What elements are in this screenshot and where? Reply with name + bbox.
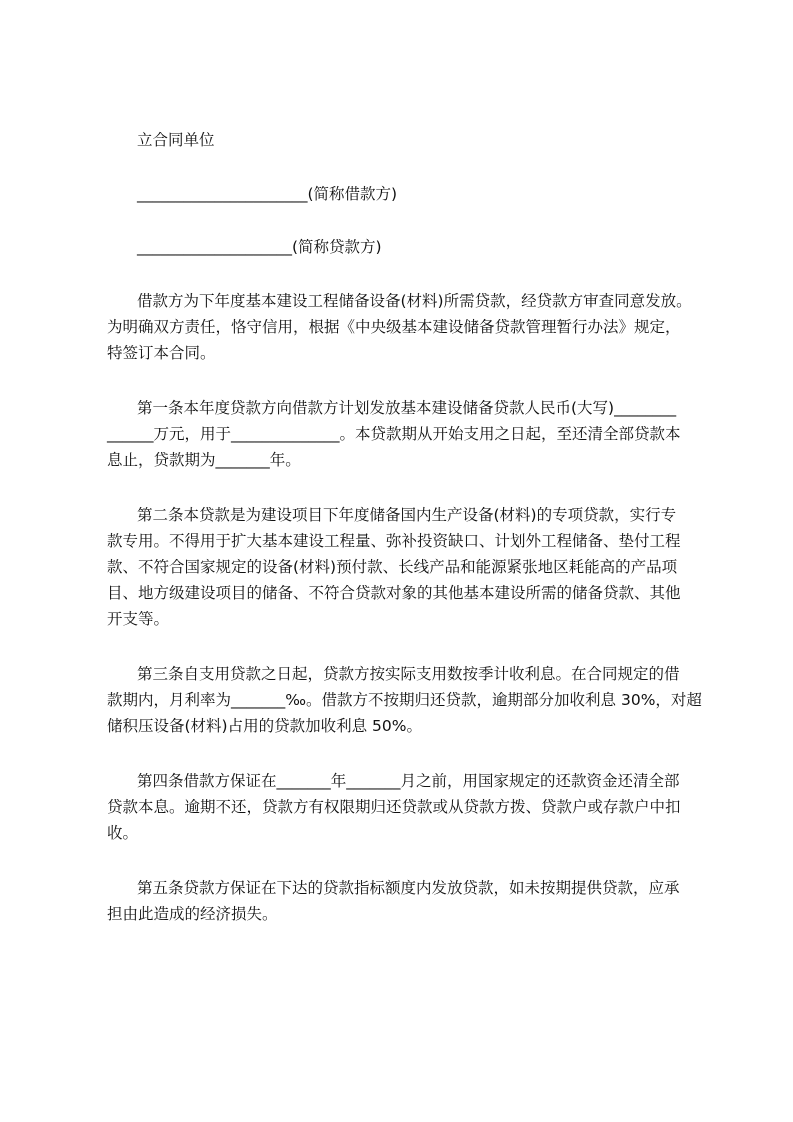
article-5-line-2: 担由此造成的经济损失。 [107,905,278,923]
article-1-line-2: ______万元，用于______________。本贷款期从开始支用之日起，至还清全部贷款本 [107,425,681,443]
article-3-line-1: 第三条自支用贷款之日起，贷款方按实际支用数按季计收利息。在合同规定的借 [137,665,680,683]
article-4-line-3: 收。 [107,824,139,842]
article-2-line-1: 第二条本贷款是为建设项目下年度储备国内生产设备(材料)的专项贷款，实行专 [137,506,677,524]
borrower-blank-line: ______________________(简称借款方) [137,185,398,203]
article-3-line-2: 款期内，月利率为_______‰。借款方不按期归还贷款，逾期部分加收利息 30%，对超 [107,691,702,709]
article-2-line-4: 目、地方级建设项目的储备、不符合贷款对象的其他基本建设所需的储备贷款、其他 [107,584,681,602]
article-4-line-1: 第四条借款方保证在_______年_______月之前，用国家规定的还款资金还清全部 [137,772,680,790]
article-4-line-2: 贷款本息。逾期不还，贷款方有权限期归还贷款或从贷款方拨、贷款户或存款户中扣 [107,798,681,816]
article-1-line-3: 息止，贷款期为_______年。 [107,451,301,469]
preamble-line-1: 借款方为下年度基本建设工程储备设备(材料)所需贷款，经贷款方审查同意发放。 [137,292,692,310]
preamble-line-2: 为明确双方责任，恪守信用，根据《中央级基本建设储备贷款管理暂行办法》规定， [107,318,681,336]
article-2-line-3: 款、不符合国家规定的设备(材料)预付款、长线产品和能源紧张地区耗能高的产品项 [107,558,678,576]
article-2-line-2: 款专用。不得用于扩大基本建设工程量、弥补投资缺口、计划外工程储备、垫付工程 [107,532,681,550]
contract-parties-heading: 立合同单位 [137,131,215,149]
preamble-line-3: 特签订本合同。 [107,344,216,362]
article-5-line-1: 第五条贷款方保证在下达的贷款指标额度内发放贷款，如未按期提供贷款，应承 [137,879,680,897]
article-3-line-3: 储积压设备(材料)占用的贷款加收利息 50%。 [107,717,422,735]
lender-blank-line: ____________________(简称贷款方) [137,238,382,256]
article-2-line-5: 开支等。 [107,610,170,628]
article-1-line-1: 第一条本年度贷款方向借款方计划发放基本建设储备贷款人民币(大写)________ [137,399,677,417]
